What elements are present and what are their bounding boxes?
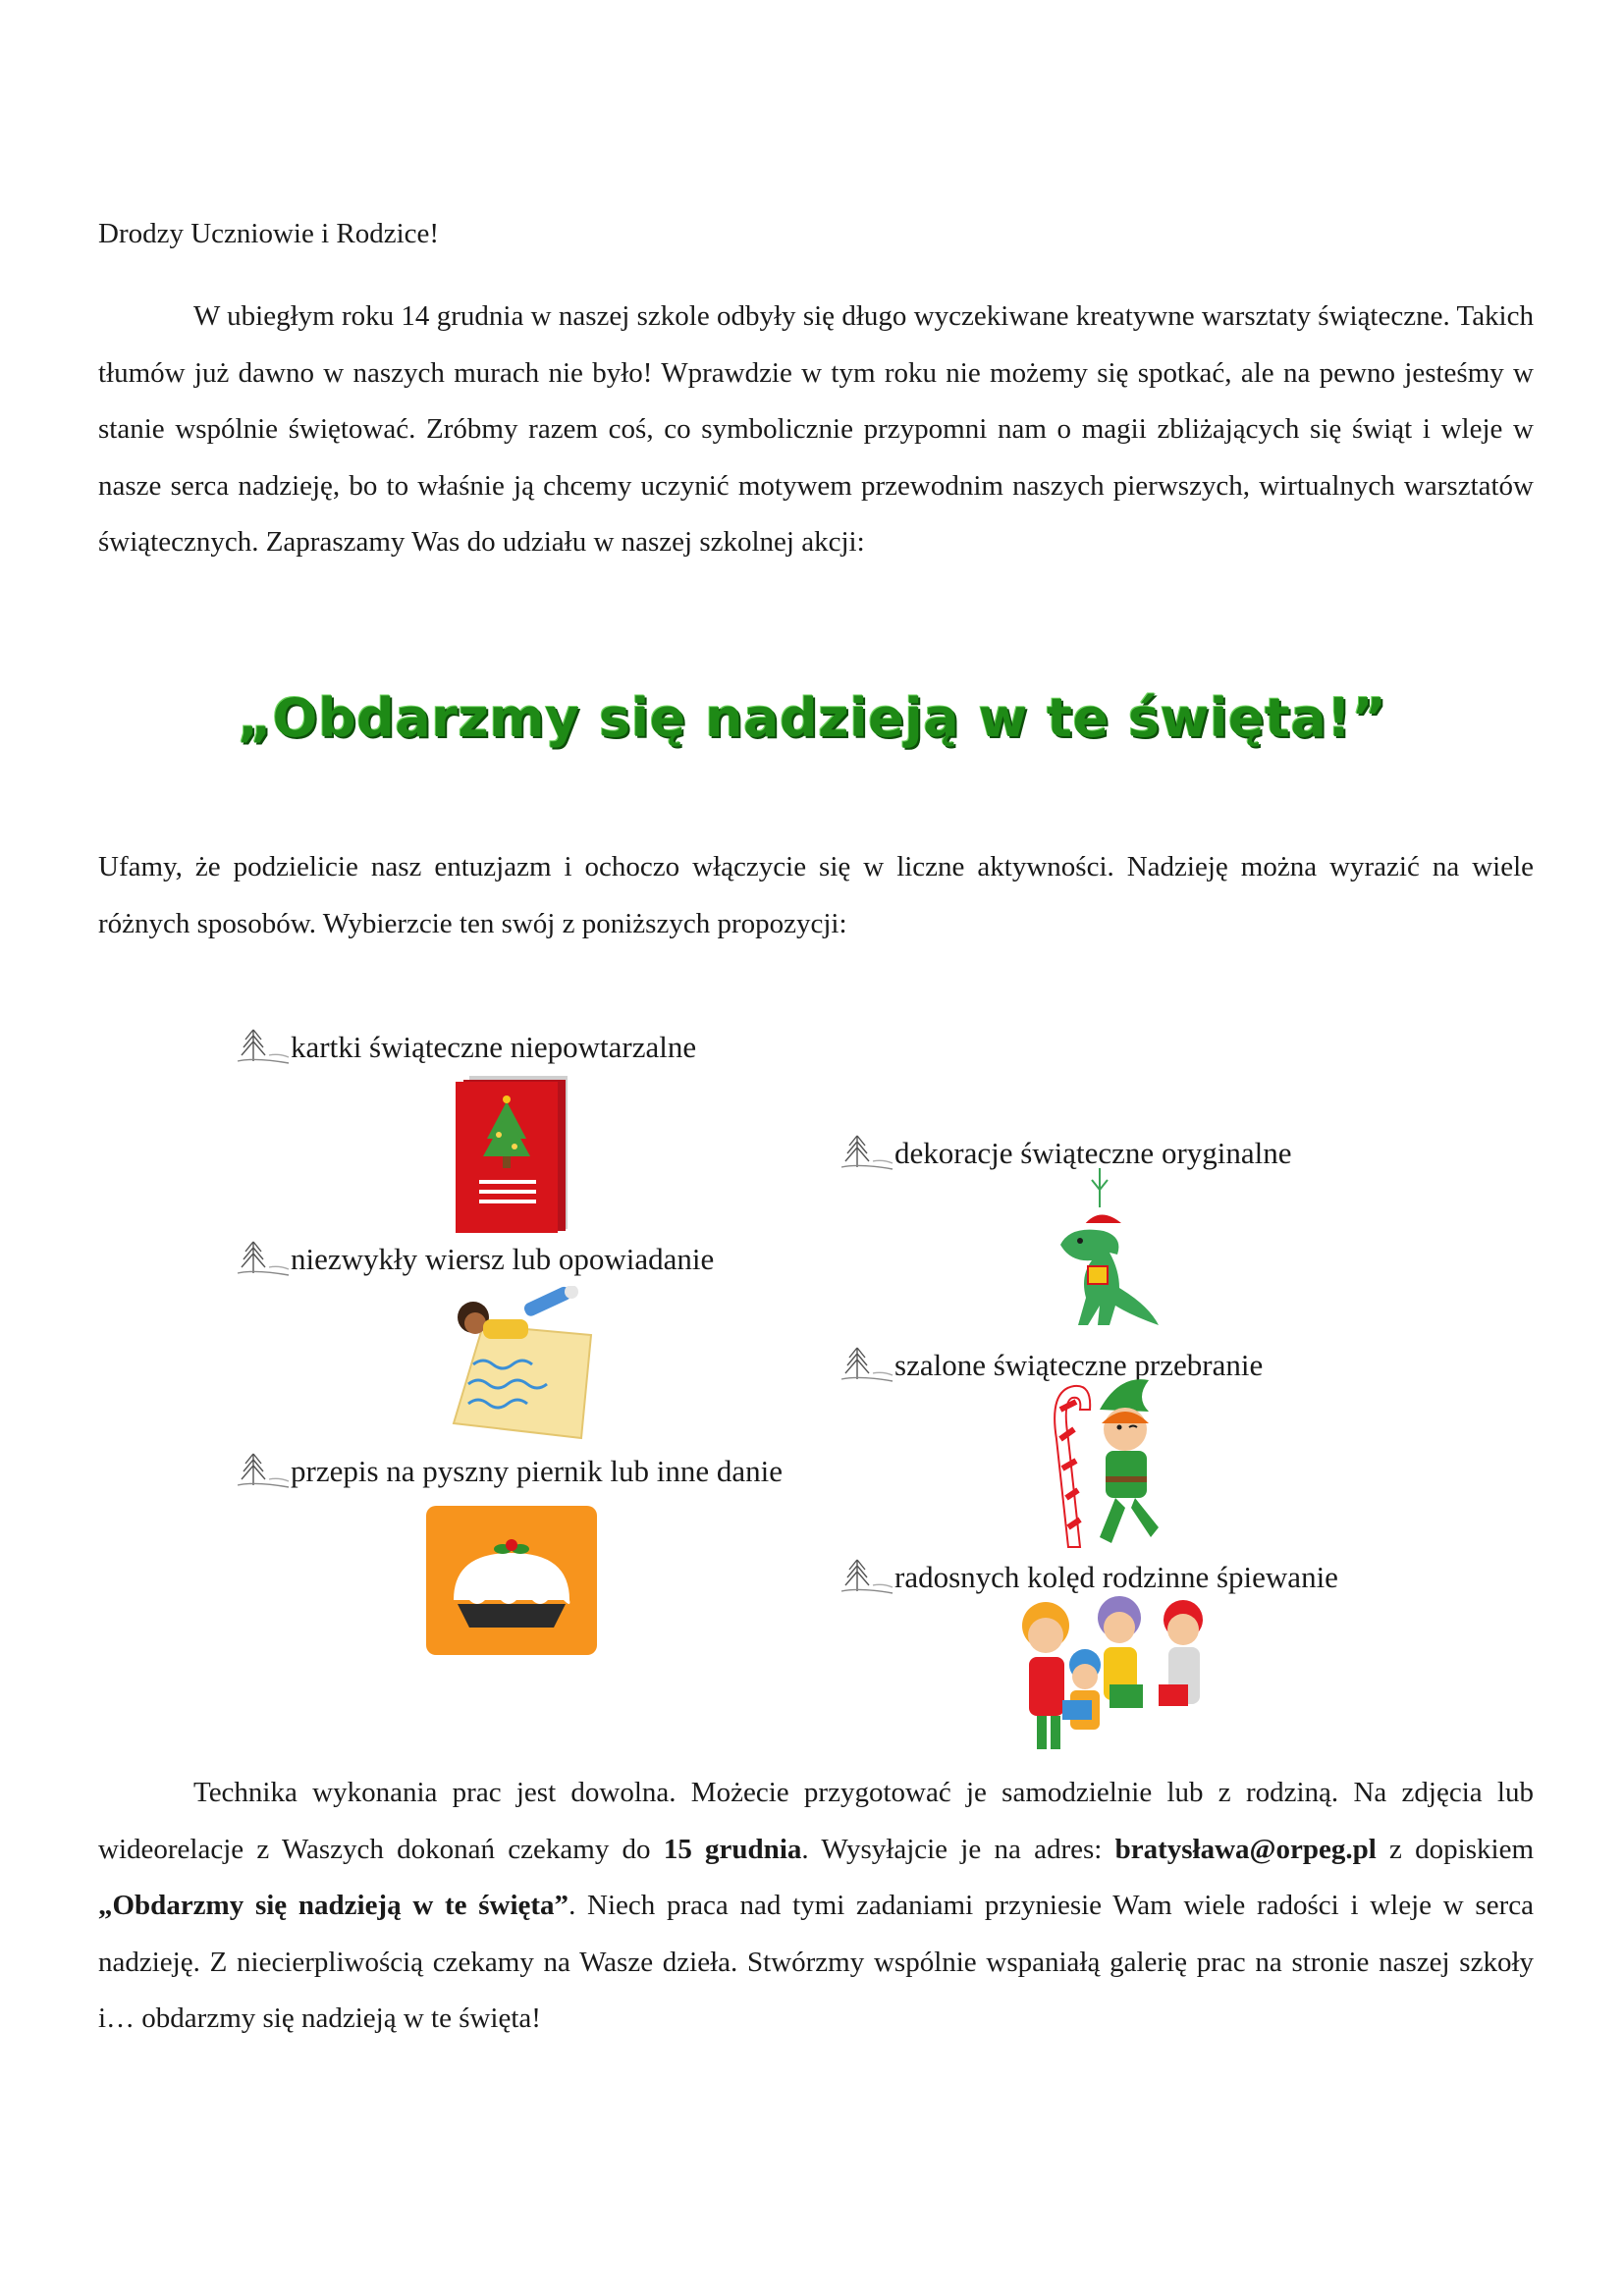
- submission-tag: „Obdarzmy się nadzieją w te święta”: [98, 1890, 569, 1921]
- activity-label: szalone świąteczne przebranie: [894, 1348, 1264, 1382]
- submission-email: bratysława@orpeg.pl: [1114, 1833, 1377, 1865]
- closing-text: z dopiskiem: [1376, 1833, 1534, 1865]
- carol-singers-icon: [1011, 1586, 1227, 1759]
- dinosaur-ornament-icon: [1041, 1168, 1168, 1335]
- tree-bullet-icon: [236, 1238, 291, 1279]
- closing-text: . Niech praca nad tymi zadaniami przyniesie Wam wiele radości i wleje w serca nadzieję. Z niecierpliwością czekamy na Wasze dzieła. Stwórzmy wspólnie wspaniałą galerię prac na stronie naszej szkoły i… obdarzmy się nadzieją w te święta!: [98, 1890, 1534, 2034]
- christmas-card-icon: [454, 1074, 571, 1235]
- activity-label: kartki świąteczne niepowtarzalne: [291, 1030, 697, 1064]
- activity-label: radosnych kolęd rodzinne śpiewanie: [894, 1560, 1338, 1594]
- campaign-headline: „Obdarzmy się nadzieją w te święta!”: [237, 687, 1387, 749]
- tree-bullet-icon: [236, 1026, 291, 1067]
- pudding-icon: [424, 1502, 599, 1659]
- tree-bullet-icon: [236, 1450, 291, 1491]
- closing-paragraph: [98, 1765, 1534, 2048]
- invite-paragraph: Ufamy, że podzielicie nasz entuzjazm i ochoczo włączycie się w liczne aktywności. Nadzieję można wyrazić na wiele różnych sposobów. Wybierzcie ten swój z poniższych propozycji:: [98, 851, 1534, 939]
- activity-label: niezwykły wiersz lub opowiadanie: [291, 1242, 715, 1276]
- intro-paragraph: W ubiegłym roku 14 grudnia w naszej szkole odbyły się długo wyczekiwane kreatywne warsztaty świąteczne. Takich tłumów już dawno w naszych murach nie było! Wprawdzie w tym roku nie możemy się spotkać, ale na pewno jesteśmy w stanie wspólnie świętować. Zróbmy razem coś, co symbolicznie przypomni nam o magii zbliżających się świąt i wleje w nasze serca nadzieję, bo to właśnie ją chcemy uczynić motywem przewodnim naszych pierwszych, wirtualnych warsztatów świątecznych. Zapraszamy Was do udziału w naszej szkolnej akcji:: [98, 300, 1534, 558]
- activity-item-cards: [236, 1026, 696, 1067]
- greeting: Drodzy Uczniowie i Rodzice!: [98, 218, 440, 249]
- activity-item-recipe: [236, 1450, 783, 1491]
- tree-bullet-icon: [839, 1132, 894, 1173]
- activity-item-decorations: [839, 1132, 1292, 1173]
- closing-text: Technika wykonania prac jest dowolna. Możecie przygotować je samodzielnie lub z rodziną. Na zdjęcia lub wideorelacje z Waszych dokonań czekamy do: [98, 1777, 1534, 1865]
- closing-text: . Wysyłajcie je na adres:: [801, 1833, 1115, 1865]
- tree-bullet-icon: [839, 1556, 894, 1597]
- activity-label: przepis na pyszny piernik lub inne danie: [291, 1454, 784, 1488]
- writing-child-icon: [444, 1286, 601, 1443]
- activity-label: dekoracje świąteczne oryginalne: [894, 1136, 1292, 1170]
- elf-costume-icon: [1041, 1370, 1188, 1553]
- tree-bullet-icon: [839, 1344, 894, 1385]
- activity-item-poem: [236, 1238, 714, 1279]
- deadline-date: 15 grudnia: [663, 1833, 802, 1865]
